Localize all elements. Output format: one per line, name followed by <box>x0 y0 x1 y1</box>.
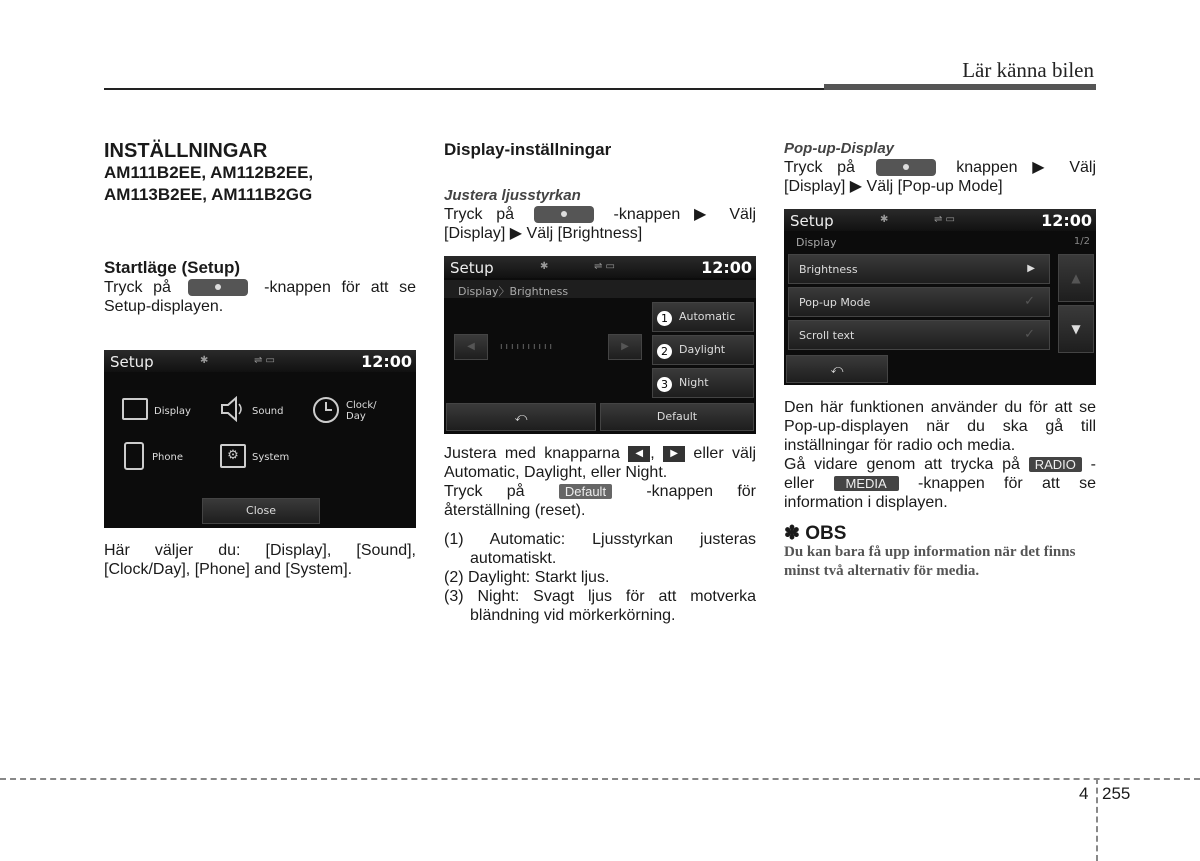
brightness-instructions: Tryck på -knappen ▶ Välj [Display] ▶ Välj [Brightness] <box>444 206 757 242</box>
model-codes: AM111B2EE, AM112B2EE, AM113B2EE, AM111B2GG <box>104 163 314 204</box>
screen1-caption: Här väljer du: [Display], [Sound], [Clock/Day], [Phone] and [System]. <box>104 542 416 578</box>
adjust-text: Justera med knapparna ◀ , ▶ eller välj Automatic, Daylight, eller Night. <box>444 445 757 481</box>
usb-icon: ⇌ ▭ <box>254 355 276 366</box>
display-icon[interactable] <box>122 398 148 420</box>
startup-heading: Startläge (Setup) <box>104 258 241 277</box>
clock-readout: 12:00 <box>1041 211 1092 230</box>
scroll-up-button[interactable]: ▲ <box>1058 254 1094 302</box>
screen1-caption-block <box>104 541 416 579</box>
menu-system[interactable]: System <box>252 452 290 463</box>
page-number: 255 <box>1102 784 1131 803</box>
radio-tag: RADIO <box>1029 457 1082 472</box>
section-label: Display <box>796 236 837 249</box>
obs-note: Du kan bara få upp information när det finns minst två alternativ för media. <box>784 544 1076 579</box>
chevron-right-icon: ▶ <box>1027 263 1035 274</box>
media-tag: MEDIA <box>834 476 899 491</box>
brightness-slider[interactable]: ıııııııııı <box>500 342 556 352</box>
setup-screen <box>104 350 416 528</box>
list-item: (3) Night: Svagt ljus för att motverka bländning vid mörkerkörning. <box>444 588 756 624</box>
footer-rule <box>0 778 1200 780</box>
setup-button-icon <box>188 279 248 296</box>
display-heading: Display-inställningar <box>444 140 612 159</box>
option-daylight[interactable]: 2 Daylight <box>652 335 754 365</box>
breadcrumb: Display〉Brightness <box>458 285 569 298</box>
setup-button-icon <box>876 159 936 176</box>
list-item: (2) Daylight: Starkt ljus. <box>444 569 610 586</box>
popup-description: Den här funktionen använder du för att se Pop-up-displayen när du ska gå till inställningar för radio och media. <box>784 399 1096 454</box>
screen-title: Setup <box>790 212 834 230</box>
popup-instructions: Tryck på knappen ▶ Välj [Display] ▶ Välj [Pop-up Mode] <box>784 159 1096 195</box>
clock-readout: 12:00 <box>361 352 412 371</box>
screen-title: Setup <box>110 353 154 371</box>
back-button[interactable]: ⤺ <box>786 355 888 383</box>
left-arrow-icon: ◀ <box>628 446 650 462</box>
option-list <box>444 530 756 625</box>
number-3-badge: 3 <box>657 377 672 392</box>
section-title: INSTÄLLNINGAR <box>104 140 268 162</box>
option-night[interactable]: 3 Night <box>652 368 754 398</box>
bluetooth-icon: ✱ <box>200 355 209 366</box>
sound-icon[interactable] <box>220 396 244 422</box>
popup-screen <box>784 209 1096 385</box>
header-rule-accent <box>824 84 1096 90</box>
list-item: (1) Automatic: Ljusstyrkan justeras automatiskt. <box>444 531 756 567</box>
brightness-screen <box>444 256 756 434</box>
screen-title: Setup <box>450 259 494 277</box>
menu-clock[interactable]: Clock/ Day <box>346 400 377 422</box>
column-2-lower <box>444 444 756 625</box>
column-3 <box>784 140 1096 196</box>
default-tag: Default <box>559 484 612 499</box>
row-scroll-text[interactable]: Scroll text ✓ <box>788 320 1050 350</box>
menu-sound[interactable]: Sound <box>252 406 284 417</box>
phone-icon[interactable] <box>124 442 144 470</box>
bluetooth-icon: ✱ <box>540 261 549 272</box>
startup-text: Tryck på -knappen för att se Setup-displayen. <box>104 279 417 315</box>
increase-button[interactable]: ▶ <box>608 334 642 360</box>
menu-display[interactable]: Display <box>154 406 191 417</box>
bluetooth-icon: ✱ <box>880 214 889 225</box>
reset-text: Tryck på Default -knappen för återställning (reset). <box>444 483 757 519</box>
setup-button-icon <box>534 206 594 223</box>
option-automatic[interactable]: 1 Automatic <box>652 302 754 332</box>
chapter-number: 4 <box>1079 784 1089 803</box>
decrease-button[interactable]: ◀ <box>454 334 488 360</box>
usb-icon: ⇌ ▭ <box>934 214 956 225</box>
number-1-badge: 1 <box>657 311 672 326</box>
usb-icon: ⇌ ▭ <box>594 261 616 272</box>
popup-go-text: Gå vidare genom att trycka på RADIO - eller MEDIA -knappen för att se information i displayen. <box>784 456 1097 511</box>
gear-icon[interactable]: ⚙ <box>220 444 246 468</box>
clock-icon[interactable] <box>312 396 340 424</box>
column-2 <box>444 140 756 243</box>
popup-subheading: Pop-up-Display <box>784 140 895 157</box>
running-header: Lär känna bilen <box>962 58 1094 82</box>
checkmark-icon: ✓ <box>1024 327 1035 342</box>
close-button[interactable]: Close <box>202 498 320 524</box>
clock-readout: 12:00 <box>701 258 752 277</box>
row-brightness[interactable]: Brightness ▶ <box>788 254 1050 284</box>
column-1 <box>104 140 416 316</box>
page-indicator: 1/2 <box>1073 236 1090 247</box>
row-popup-mode[interactable]: Pop-up Mode ✓ <box>788 287 1050 317</box>
scroll-down-button[interactable]: ▼ <box>1058 305 1094 353</box>
default-button[interactable]: Default <box>600 403 754 431</box>
checkmark-icon: ✓ <box>1024 294 1035 309</box>
column-3-lower <box>784 398 1096 581</box>
back-button[interactable]: ⤺ <box>446 403 596 431</box>
right-arrow-icon: ▶ <box>663 446 685 462</box>
brightness-subheading: Justera ljusstyrkan <box>444 187 581 204</box>
number-2-badge: 2 <box>657 344 672 359</box>
footer-divider <box>1096 778 1098 861</box>
obs-heading: ✽ OBS <box>784 523 847 544</box>
menu-phone[interactable]: Phone <box>152 452 183 463</box>
